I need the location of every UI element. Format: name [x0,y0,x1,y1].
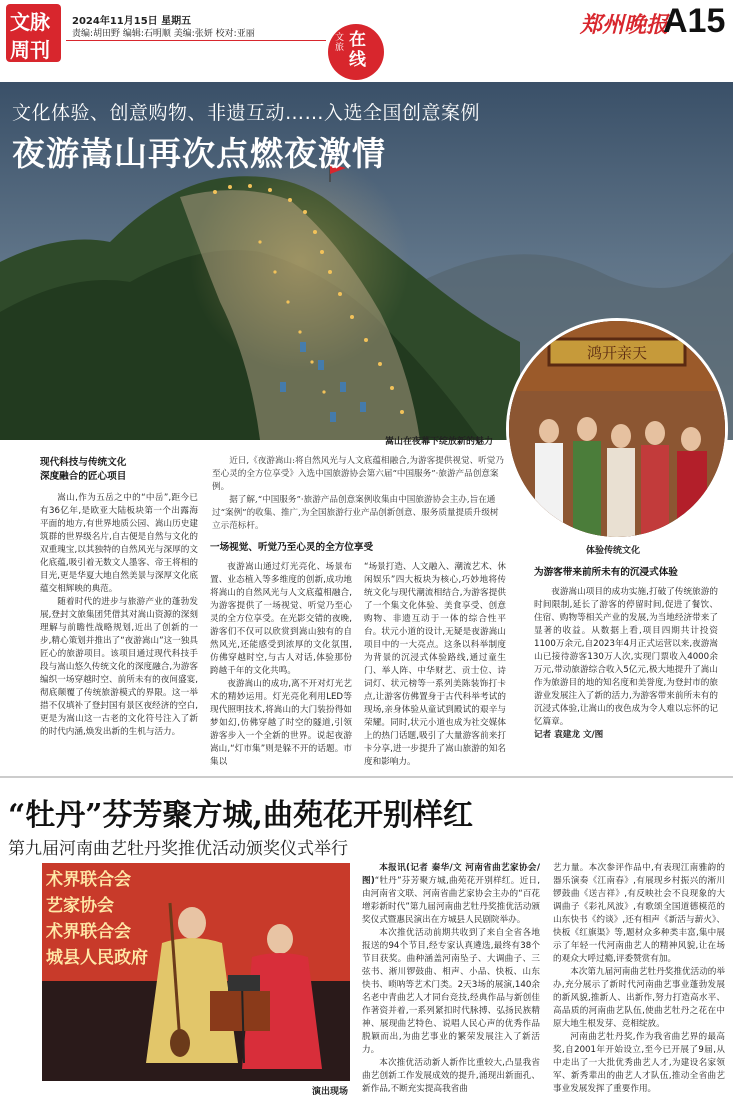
story1-column-4 [534,586,718,742]
story2-subheadline: 第九届河南曲艺牡丹奖推优活动颁奖仪式举行 [8,839,348,859]
culture-experience-photo [506,318,728,540]
section-heading-2: 一场视觉、听觉乃至心灵的全方位享受 [210,542,374,553]
hero-photo-caption: 嵩山在夜幕下绽放新的魅力 [385,437,494,447]
story2-headline: “牡丹”芬芳聚方城,曲苑花开别样红 [8,798,473,833]
section-heading-3: 为游客带来前所未有的沉浸式体验 [534,567,678,578]
paragraph: 夜游嵩山的成功,离不开对灯光艺术的精妙运用。灯光亮化利用LED等现代照明技术,将嵩山的大门装扮得如梦如幻,仿佛穿越了时空的隧道,引领游客步入一个全新的世界。说起夜游嵩山,“灯市集”则是躲不开的话题。市集以 [210,679,352,767]
seal-big-text: 在线 [349,30,366,70]
paragraph: 嵩山,作为五岳之中的“中岳”,距今已有36亿年,是欧亚大陆板块第一个出露海平面的地方,有世界地质公园、嵩山历史建筑群的世界级名片,自古便是自然与文化的双重瑰宝,以其独特的自然风光与深厚的文化底蕴,吸引着无数文人墨客、帝王将相的目光,更是华夏大地自然美景与深厚文化底蕴交相辉映的典范。 [40,493,198,594]
paragraph: 夜游嵩山通过灯光亮化、场景布置、业态植入等多维度的创新,成功地将嵩山的自然风光与人文底蕴相融合,为游客提供了一场视觉、听觉乃至心灵的全方位享受。在光影交错的夜晚,游客们不仅可以欣赏到嵩山独有的自然风光,还能感受到浓厚的文化氛围,仿佛穿越时空,与古人对话,体验那份跨越千年的文化共鸣。 [210,562,352,676]
story1-column-3 [364,561,506,769]
performance-photo [42,863,350,1081]
story-divider [0,776,733,778]
story1-column-1 [40,456,198,739]
paragraph: 夜游嵩山项目的成功实施,打破了传统旅游的时间限制,延长了游客的停留时间,促进了餐饮、住宿、购物等相关产业的发展,为当地经济带来了显著的收益。从数据上看,项目四期共计投资1100万余元,自2023年4月正式运营以来,夜游嵩山已接待游客130万人次,实现门票收入4000余万元,带动旅游综合收入5亿元,极大地提升了嵩山作为旅游目的地的知名度和美誉度,为登封市的旅游业发展注入了新的活力,为游客带来前所未有的沉浸式体验,让嵩山的夜色成为令人难以忘怀的记忆篇章。 [534,587,718,727]
backdrop-text: 城县人民政府 [46,948,148,968]
backdrop-text: 艺家协会 [46,896,114,916]
gate-banner-text: 鸿开亲天 [586,344,648,362]
column-seal [328,24,384,80]
newspaper-name: 郑州晚报 [580,12,669,38]
paragraph: “场景打造、人文融入、潮流艺术、休闲娱乐”四大板块为核心,巧妙地将传统文化与现代潮流相结合,为游客提供了一个集文化体验、美食享受、创意购物、非遗互动于一体的综合性平台。状元小道的设计,无疑是夜游嵩山项目中的一大亮点。这条以科举制度为背景的沉浸式体验路线,通过童生门、举人阵、中华财艺、贡士位、诗词灯、状元榜等一系列美陈装饰打卡点,让游客仿佛置身于古代科举考试的现场,亲身体验从童试到殿试的艰辛与荣耀。同时,状元小道也成为社交媒体上的热门话题,吸引了大量游客前来打卡分享,进一步提升了嵩山旅游的知名度和影响力。 [364,562,506,767]
paragraph: “牡丹”芬芳聚方城,曲苑花开别样红。近日,由河南省文联、河南省曲艺家协会主办的“百花增彩新时代”第九届河南曲艺牡丹奖推优活动颁奖仪式暨惠民演出在方城县人民剧院举办。 [362,876,540,925]
intro-paragraph: 近日,《夜游嵩山:将自然风光与人文底蕴相融合,为游客提供视觉、听觉乃至心灵的全方位享受》入选中国旅游协会第六届“中国服务”·旅游产品创意案例。 [212,456,504,492]
seal-small-text: 文旅 [335,33,345,53]
byline: 记者 袁建龙 文/图 [534,730,604,740]
header-rule [66,40,326,41]
logo-text-top: 文脉 [10,10,50,34]
backdrop-text: 术界联合会 [46,870,131,890]
section-heading-1: 现代科技与传统文化 深度融合的匠心项目 [40,457,127,482]
staff-credits: 责编:胡田野 编辑:石明顺 美编:张妍 校对:亚丽 [72,29,255,39]
paragraph: 本次第九届河南曲艺牡丹奖推优活动的举办,充分展示了新时代河南曲艺事业蓬勃发展的新风貌,推新人、出新作,努力打造高水平、高品质的河南曲艺队伍,使曲艺牡丹之花在中原大地生根发芽、竞相绽放。 [553,967,725,1029]
issue-date: 2024年11月15日 星期五 [72,16,192,27]
backdrop-text: 术界联合会 [46,922,131,942]
story2-column-1 [362,862,540,1096]
logo-text-bottom: 周刊 [10,38,50,62]
circle-photo-caption: 体验传统文化 [586,546,641,556]
costumed-performers-image [509,321,725,537]
paragraph: 本次推优活动新人新作比重较大,凸显我省曲艺创新工作发展成效的提升,涌现出新面孔、新作品,不断充实提高我省曲 [362,1058,540,1094]
section-logo [6,4,61,62]
paragraph: 艺力量。本次参评作品中,有表现江南雅韵的器乐演奏《江南春》,有展现乡村振兴的淅川锣鼓曲《送吉祥》,有反映社会不良现象的大调曲子《彩礼风波》,有歌颂全国道德模范的山东快书《约谈》,还有相声《新活与薪火》、快板《红旗渠》等,题材众多种类丰富,集中展示了年轻一代河南曲艺人的精神风貌,让在场的观众大呼过瘾,评委赞赏有加。 [553,863,725,964]
paragraph: 本次推优活动前期共收到了来自全省各地报送的94个节目,经专家认真遴选,最终有38个节目获奖。曲种涵盖河南坠子、大调曲子、三弦书、淅川锣鼓曲、相声、小品、快板、山东快书、唢呐等艺术门类。2天3场的展演,140余名老中青曲艺人才同台竞技,经典作品与新创佳作著资并着,一系列紧扣时代脉搏、弘扬民族精神、展现曲艺特色、说唱人民心声的优秀作品脱颖而出,为曲艺事业的繁荣发展注入了新活力。 [362,928,540,1055]
story1-intro [212,455,506,533]
story2-column-2 [553,862,725,1096]
paragraph: 河南曲艺牡丹奖,作为我省曲艺界的最高奖,自2001年开始设立,至今已开展了9届,从中走出了一大批优秀曲艺人才,为建设名家领军、新秀辈出的曲艺人才队伍,推动全省曲艺事业发展发挥了重要作用。 [553,1032,725,1094]
paragraph: 随着时代的进步与旅游产业的蓬勃发展,登封文旅集团凭借其对嵩山资源的深刻理解与前瞻性战略规划,近出了创新的一步,精心策划并推出了“夜游嵩山”这一独具匠心的旅游项目。该项目通过现代科技手段与嵩山悠久传统文化的深度融合,为游客编织一场穿越时空、前所未有的夜间盛宴,彻底颠覆了传统旅游模式的界限。这一举措不仅填补了登封国有景区夜经济的空白,更是为嵩山这一古老的文化符号注入了新的时代内涵,焕发出新的生机与活力。 [40,597,198,737]
stage-performance-image [42,863,350,1081]
hero-kicker: 文化体验、创意购物、非遗互动……入选全国创意案例 [12,102,481,124]
intro-paragraph: 据了解,“中国服务”·旅游产品创意案例收集由中国旅游协会主办,旨在通过“案例”的收集、推广,为全国旅游行业产品创新创意、服务质量提质升级树立示范标杆。 [212,495,499,531]
stage-photo-caption: 演出现场 [312,1087,349,1097]
page-number: A15 [663,2,726,40]
hero-headline: 夜游嵩山再次点燃夜激情 [12,134,386,173]
story1-column-2 [210,561,352,769]
dateline: 本报讯(记者 秦华/文 河南省曲艺家协会/图) [362,863,540,886]
